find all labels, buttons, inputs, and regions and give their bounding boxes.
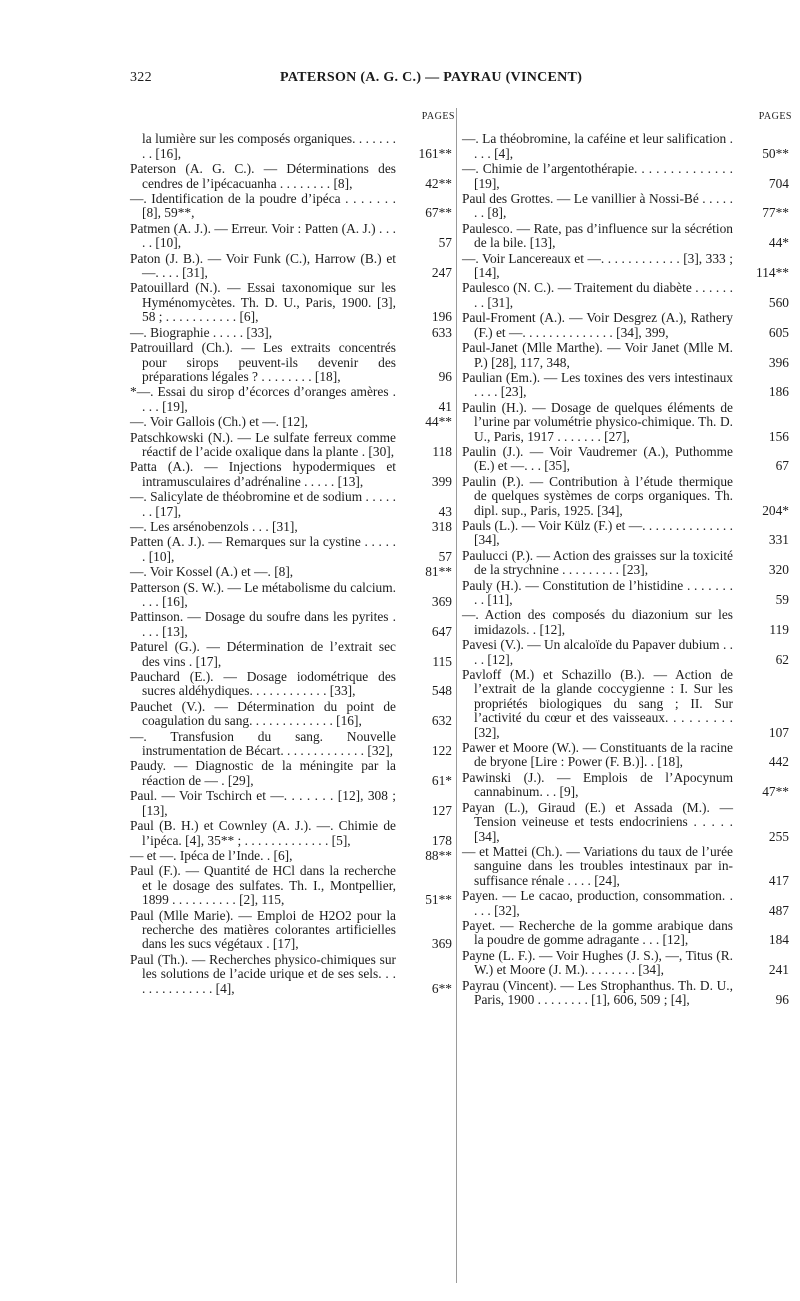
entry-page: 42** <box>425 175 452 191</box>
entry-page: 560 <box>768 294 789 310</box>
entry-page: 178 <box>431 832 452 848</box>
index-entry <box>130 640 460 669</box>
index-entry <box>130 281 460 324</box>
entry-text: Pauly (H.). — Constitution de l’histidine . . . . . . . . . [11], <box>462 577 733 607</box>
pages-label-right: PAGES <box>758 111 792 122</box>
entry-text: Paul des Grottes. — Le vanillier à Nossi-Bé . . . . . . . [8], <box>462 191 733 221</box>
entry-page: 417 <box>768 872 789 888</box>
entry-page: 487 <box>768 902 789 918</box>
entry-page: 47** <box>762 784 789 800</box>
entry-page: 67 <box>775 458 789 474</box>
entry-text: Pawinski (J.). — Emplois de l’Apocynum cannabinum. . . [9], <box>462 769 733 800</box>
index-entry <box>462 162 797 191</box>
entry-text: —. Voir Lancereaux et —. . . . . . . . . . . . [3], 333 ; [14], <box>462 250 733 281</box>
entry-text: Paton (J. B.). — Voir Funk (C.), Harrow (B.) et —. . . . [31], <box>130 250 396 281</box>
entry-page: 633 <box>431 324 452 340</box>
index-entry <box>130 864 460 907</box>
entry-page: 6** <box>431 980 452 996</box>
entry-text: Patschkowski (N.). — Le sulfate ferreux comme réactif de l’acide oxalique dans la plante . [30], <box>130 429 396 459</box>
entry-text: —. Action des composés du diazonium sur les imidazols. . [12], <box>462 607 733 637</box>
page-title: PATERSON (A. G. C.) — PAYRAU (VINCENT) <box>280 70 583 85</box>
index-entry <box>130 192 460 221</box>
entry-text: —. La théobromine, la caféine et leur salification . . . . [4], <box>462 131 733 161</box>
index-entry <box>130 252 460 281</box>
entry-page: 647 <box>431 623 452 639</box>
index-entry <box>462 771 797 800</box>
entry-text: Pauls (L.). — Voir Külz (F.) et —. . . . . . . . . . . . . . [34], <box>462 517 733 548</box>
index-entry <box>130 162 460 191</box>
entry-page: 161** <box>418 145 452 161</box>
entry-text: Paul. — Voir Tschirch et —. . . . . . . [12], 308 ; [13], <box>130 788 396 818</box>
entry-page: 61* <box>431 772 452 788</box>
entry-text: Paul (Mlle Marie). — Emploi de H2O2 pour la recherche des matières colorantes artificielles dans les sucs végétaux . [17], <box>130 907 396 952</box>
entry-page: 119 <box>769 621 789 637</box>
entry-page: 41 <box>438 398 452 414</box>
entry-page: 241 <box>768 962 789 978</box>
entry-text: —. Identification de la poudre d’ipéca . . . . . . . [8], 59**, <box>130 191 396 221</box>
index-entry <box>462 919 797 948</box>
index-entry <box>462 579 797 608</box>
entry-text: Paul (Th.). — Recherches physico-chimiques sur les solutions de l’acide urique et de ses sels. . . . . . . . . . . . . . [4], <box>130 951 396 996</box>
index-entry <box>130 953 460 996</box>
index-entry <box>462 519 797 548</box>
entry-page: 118 <box>432 443 452 459</box>
entry-text: Paterson (A. G. C.). — Déterminations des cendres de l’ipécacuanha . . . . . . . . [8], <box>130 161 396 191</box>
index-entry <box>462 401 797 444</box>
entry-page: 67** <box>425 205 452 221</box>
entry-text: Patterson (S. W.). — Le métabolisme du calcium. . . . [16], <box>130 579 396 609</box>
entry-text: Patten (A. J.). — Remarques sur la cystine . . . . . . [10], <box>130 534 396 564</box>
entry-page: 115 <box>432 653 452 669</box>
entry-page: 114** <box>756 265 789 281</box>
index-entry <box>130 789 460 818</box>
index-entry <box>462 949 797 978</box>
index-entry <box>130 909 460 952</box>
index-entry <box>130 819 460 848</box>
index-entry <box>130 431 460 460</box>
entry-text: — et —. Ipéca de l’Inde. . [6], <box>130 847 293 863</box>
index-entry <box>130 849 460 863</box>
entry-text: Paul-Froment (A.). — Voir Desgrez (A.), Rathery (F.) et —. . . . . . . . . . . . . . [34], 399, <box>462 310 733 340</box>
entry-text: Patouillard (N.). — Essai taxonomique sur les Hyménomycètes. Th. D. U., Paris, 1900. [3], 58 ; . . . . . . . . . . . [6], <box>130 280 396 325</box>
entry-text: Paulesco (N. C.). — Traitement du diabète . . . . . . . . [31], <box>462 280 733 310</box>
entry-text: Patmen (A. J.). — Erreur. Voir : Patten (A. J.) . . . . . [10], <box>130 220 396 251</box>
entry-page: 107 <box>768 724 789 740</box>
entry-text: Payrau (Vincent). — Les Strophanthus. Th. D. U., Paris, 1900 . . . . . . . . [1], 606, 509 ; [4], <box>462 977 733 1007</box>
index-entry <box>462 889 797 918</box>
index-entry <box>462 979 797 1008</box>
index-entry <box>462 845 797 888</box>
entry-text: Payet. — Recherche de la gomme arabique dans la poudre de gomme adragante . . . [12], <box>462 917 733 948</box>
entry-text: Payne (L. F.). — Voir Hughes (J. S.), —, Titus (R. W.) et Moore (J. M.). . . . . . . . [34], <box>462 947 733 978</box>
index-entry <box>462 252 797 281</box>
entry-page: 57 <box>438 548 452 564</box>
entry-text: Payan (L.), Giraud (E.) et Assada (M.). — Tension veineuse et tests endocriniens . . . . . [34], <box>462 799 733 844</box>
entry-text: Paulucci (P.). — Action des graisses sur la toxicité de la strychnine . . . . . . . . . [23], <box>462 547 733 578</box>
entry-page: 57 <box>438 235 452 251</box>
left-column <box>130 110 460 997</box>
entry-text: Paulesco. — Rate, pas d’influence sur la sécrétion de la bile. [13], <box>462 220 733 251</box>
index-entry <box>462 668 797 740</box>
index-entry <box>462 192 797 221</box>
entry-page: 77** <box>762 205 789 221</box>
entry-page: 320 <box>768 562 789 578</box>
index-entry <box>130 222 460 251</box>
entry-page: 605 <box>768 324 789 340</box>
entry-page: 59 <box>775 592 789 607</box>
entry-text: —. Chimie de l’argentothérapie. . . . . . . . . . . . . . [19], <box>462 161 733 191</box>
entry-page: 127 <box>431 802 452 818</box>
entry-text: Paudy. — Diagnostic de la méningite par la réaction de — . [29], <box>130 758 396 788</box>
index-entry <box>130 460 460 489</box>
entry-text: *—. Essai du sirop d’écorces d’oranges amères . . . . [19], <box>130 384 396 414</box>
entry-page: 96 <box>775 991 789 1007</box>
index-entry <box>462 281 797 310</box>
entry-page: 632 <box>431 713 452 729</box>
entry-page: 81** <box>425 564 452 580</box>
entry-text: Patrouillard (Ch.). — Les extraits concentrés pour sirops peuvent-ils devenir des préparations légales ? . . . . . . . . [18], <box>130 340 396 384</box>
entry-page: 704 <box>768 175 789 191</box>
entry-page: 548 <box>431 683 452 699</box>
index-entry <box>462 341 797 370</box>
index-entry <box>130 730 460 759</box>
index-entry <box>462 475 797 518</box>
entry-page: 442 <box>768 754 789 770</box>
entry-page: 369 <box>431 594 452 609</box>
index-entry <box>130 326 460 340</box>
entry-text: la lumière sur les composés organiques. . . . . . . . . [16], <box>142 131 396 161</box>
index-entry <box>130 385 460 414</box>
entry-page: 196 <box>431 309 452 325</box>
right-column <box>462 110 797 1008</box>
entry-page: 122 <box>431 743 452 759</box>
entry-page: 156 <box>768 428 789 444</box>
entry-page: 62 <box>775 651 789 667</box>
index-entry <box>130 610 460 639</box>
entry-text: —. Voir Kossel (A.) et —. [8], <box>130 564 294 580</box>
entry-text: —. Salicylate de théobromine et de sodium . . . . . . . [17], <box>130 489 396 519</box>
index-entry <box>462 608 797 637</box>
index-entry <box>462 638 797 667</box>
index-entry <box>130 490 460 519</box>
entry-text: Paulin (P.). — Contribution à l’étude thermique de quelques systèmes de corps organiques. Th. dipl. sup., Paris, 1925. [34], <box>462 473 733 518</box>
index-entry <box>130 415 460 429</box>
entry-text: Pavesi (V.). — Un alcaloïde du Papaver dubium . . . . [12], <box>462 637 733 667</box>
index-entry <box>462 445 797 474</box>
entry-page: 44* <box>768 235 789 251</box>
entry-text: Paturel (G.). — Détermination de l’extrait sec des vins . [17], <box>130 639 396 669</box>
index-entry <box>130 670 460 699</box>
entry-text: —. Biographie . . . . . [33], <box>130 324 273 340</box>
entry-text: —. Transfusion du sang. Nouvelle instrumentation de Bécart. . . . . . . . . . . . . [32], <box>130 728 396 759</box>
entry-page: 51** <box>425 892 452 908</box>
entry-page: 88** <box>425 847 452 863</box>
index-entry <box>462 741 797 770</box>
entry-page: 331 <box>768 532 789 548</box>
entry-text: Pauchet (V.). — Détermination du point de coagulation du sang. . . . . . . . . . . . . [16], <box>130 698 396 729</box>
index-entry <box>130 132 460 161</box>
entry-text: Payen. — Le cacao, production, consommation. . . . . [32], <box>462 888 733 918</box>
entry-text: Pauchard (E.). — Dosage iodométrique des sucres aldéhydiques. . . . . . . . . . . . [33], <box>130 669 396 699</box>
entry-page: 184 <box>768 932 789 948</box>
entry-page: 318 <box>431 518 452 534</box>
entry-page: 43 <box>438 503 452 519</box>
index-entry <box>462 132 797 161</box>
left-entry-list <box>130 132 460 996</box>
index-entry <box>462 371 797 400</box>
page-number: 322 <box>130 70 152 85</box>
index-entry <box>462 801 797 844</box>
index-entry <box>130 520 460 534</box>
entry-page: 186 <box>768 384 789 400</box>
entry-text: Paulin (H.). — Dosage de quelques éléments de l’urine par volumétrie physico-chimique. Th. D. U., Paris, 1917 . . . . . . . [27], <box>462 399 733 444</box>
pages-label-left: PAGES <box>421 111 455 122</box>
entry-text: Patta (A.). — Injections hypodermiques et intramusculaires d’adrénaline . . . . . [13], <box>130 459 396 489</box>
entry-text: Paul (B. H.) et Cownley (A. J.). —. Chimie de l’ipéca. [4], 35** ; . . . . . . . . . . . . . [5], <box>130 818 396 848</box>
index-entry <box>130 581 460 610</box>
entry-text: Pavloff (M.) et Schazillo (B.). — Action de l’extrait de la glande coccygienne : I. Sur les propriétés biologiques du sang ; II. Sur l’activité du cœur et des vaisseaux. . . . . . . . . [32], <box>462 667 733 740</box>
entry-page: 204* <box>762 502 789 518</box>
entry-page: 50** <box>762 145 789 161</box>
index-entry <box>130 565 460 579</box>
index-entry <box>130 535 460 564</box>
entry-page: 255 <box>768 828 789 844</box>
entry-text: Pattinson. — Dosage du soufre dans les pyrites . . . . [13], <box>130 609 396 639</box>
index-entry <box>462 222 797 251</box>
entry-text: Paulian (Em.). — Les toxines des vers intestinaux . . . . [23], <box>462 369 733 400</box>
entry-page: 44** <box>425 414 452 430</box>
index-entry <box>462 549 797 578</box>
index-entry <box>130 341 460 384</box>
entry-text: Paul-Janet (Mlle Marthe). — Voir Janet (Mlle M. P.) [28], 117, 348, <box>462 340 733 370</box>
entry-text: Pawer et Moore (W.). — Constituants de la racine de bryone [Lire : Power (F. B.)]. . [18], <box>462 740 733 770</box>
index-entry <box>130 759 460 788</box>
entry-text: —. Les arsénobenzols . . . [31], <box>130 518 298 534</box>
entry-text: — et Mattei (Ch.). — Variations du taux de l’urée sanguine dans les troubles intestinaux par insuffisance rénale . . . . [24], <box>462 843 733 888</box>
entry-page: 96 <box>438 368 452 384</box>
entry-page: 369 <box>431 936 452 952</box>
entry-page: 396 <box>768 354 789 370</box>
right-entry-list <box>462 132 797 1007</box>
index-entry <box>462 311 797 340</box>
index-entry <box>130 700 460 729</box>
entry-text: —. Voir Gallois (Ch.) et —. [12], <box>130 414 309 430</box>
entry-page: 399 <box>431 473 452 489</box>
entry-text: Paulin (J.). — Voir Vaudremer (A.), Puthomme (E.) et —. . . [35], <box>462 443 733 474</box>
entry-text: Paul (F.). — Quantité de HCl dans la recherche et le dosage des sulfates. Th. I., Montpellier, 1899 . . . . . . . . . . [2], 115, <box>130 863 396 908</box>
entry-page: 247 <box>431 265 452 281</box>
